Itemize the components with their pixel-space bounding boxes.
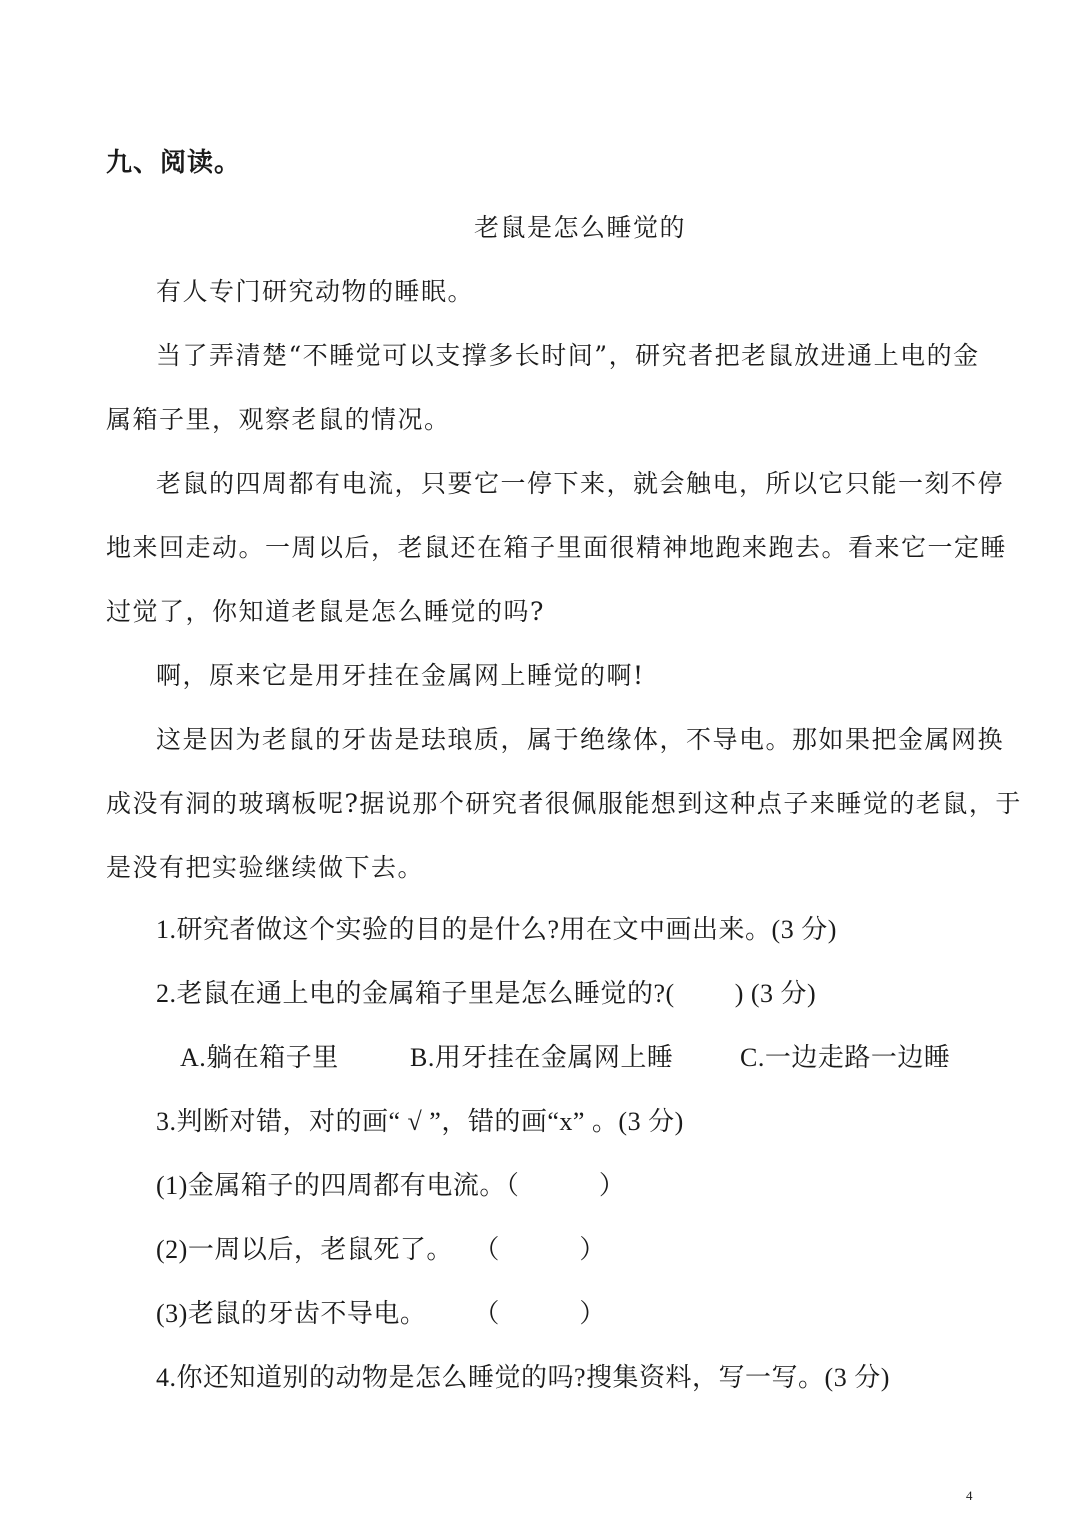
section-heading: 九、阅读。 bbox=[106, 148, 242, 178]
article-line: 成没有洞的玻璃板呢?据说那个研究者很佩服能想到这种点子来睡觉的老鼠，于 bbox=[106, 789, 1022, 818]
question-3-item: (3)老鼠的牙齿不导电。 （ ） bbox=[156, 1299, 606, 1328]
page-number: 4 bbox=[966, 1488, 973, 1503]
question-1: 1.研究者做这个实验的目的是什么?用在文中画出来。(3 分) bbox=[156, 915, 837, 944]
question-3-item: (1)金属箱子的四周都有电流。（ ） bbox=[156, 1171, 626, 1200]
article-line: 属箱子里，观察老鼠的情况。 bbox=[106, 405, 451, 434]
question-4: 4.你还知道别的动物是怎么睡觉的吗?搜集资料，写一写。(3 分) bbox=[156, 1363, 890, 1392]
question-3-item: (2)一周以后，老鼠死了。 （ ） bbox=[156, 1235, 606, 1264]
article-line: 这是因为老鼠的牙齿是珐琅质，属于绝缘体，不导电。那如果把金属网换 bbox=[156, 725, 1005, 754]
question-2-option-c: C.一边走路一边睡 bbox=[740, 1043, 951, 1072]
article-line: 老鼠的四周都有电流，只要它一停下来，就会触电，所以它只能一刻不停 bbox=[156, 469, 1005, 498]
article-title: 老鼠是怎么睡觉的 bbox=[473, 213, 686, 242]
article-line: 是没有把实验继续做下去。 bbox=[106, 853, 425, 882]
article-line: 过觉了，你知道老鼠是怎么睡觉的吗? bbox=[106, 597, 545, 626]
article-line: 地来回走动。一周以后，老鼠还在箱子里面很精神地跑来跑去。看来它一定睡 bbox=[106, 533, 1008, 562]
question-2-option-b: B.用牙挂在金属网上睡 bbox=[410, 1043, 674, 1072]
question-2-option-a: A.躺在箱子里 bbox=[180, 1043, 339, 1072]
article-line: 有人专门研究动物的睡眠。 bbox=[156, 277, 475, 306]
article-line: 啊，原来它是用牙挂在金属网上睡觉的啊! bbox=[156, 661, 645, 690]
question-3: 3.判断对错，对的画“ √ ”，错的画“x” 。(3 分) bbox=[156, 1107, 684, 1136]
article-line: 当了弄清楚“不睡觉可以支撑多长时间”，研究者把老鼠放进通上电的金 bbox=[156, 341, 980, 370]
question-2: 2.老鼠在通上电的金属箱子里是怎么睡觉的?( ) (3 分) bbox=[156, 979, 817, 1008]
